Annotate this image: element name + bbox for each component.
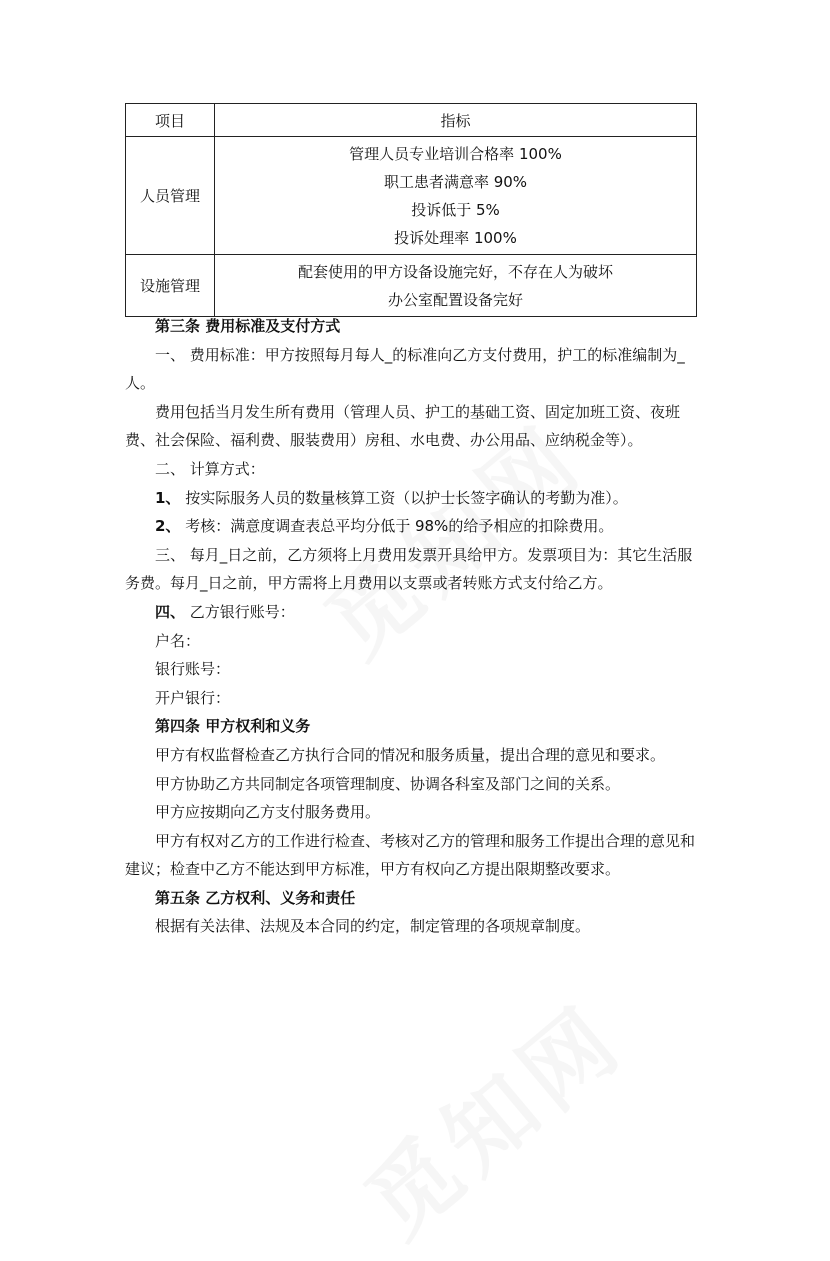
metric-line: 投诉低于 5% [411, 201, 500, 219]
paragraph: 甲方有权监督检查乙方执行合同的情况和服务质量，提出合理的意见和要求。 [155, 745, 666, 764]
paragraph: 甲方有权对乙方的工作进行检查、考核对乙方的管理和服务工作提出合理的意见和建议；检查中乙方不能达到甲方标准，甲方有权向乙方提出限期整改要求。 [125, 831, 696, 879]
metric-line: 投诉处理率 100% [394, 229, 517, 247]
paragraph: 甲方协助乙方共同制定各项管理制度、协调各科室及部门之间的关系。 [155, 774, 621, 793]
paragraph: 三、 每月_日之前，乙方须将上月费用发票开具给甲方。发票项目为：其它生活服务费。每月_日之前，甲方需将上月费用以支票或者转账方式支付给乙方。 [125, 545, 693, 593]
metric-line: 办公室配置设备完好 [387, 291, 523, 309]
account-number-field: 银行账号： [155, 660, 231, 679]
list-text: 乙方银行账号： [185, 602, 295, 621]
bank-field: 开户银行： [155, 688, 231, 707]
account-name-field: 户名： [155, 631, 201, 650]
metric-line: 职工患者满意率 90% [383, 173, 528, 191]
metric-line: 配套使用的甲方设备设施完好，不存在人为破坏 [297, 263, 613, 281]
row-item-personnel: 人员管理 [126, 137, 215, 255]
list-number: 1、 [155, 488, 181, 507]
metric-line: 管理人员专业培训合格率 100% [349, 145, 562, 163]
paragraph: 二、 计算方式： [155, 459, 265, 478]
header-indicator: 指标 [215, 104, 697, 137]
paragraph: 费用包括当月发生所有费用（管理人员、护工的基础工资、固定加班工资、夜班费、社会保险、福利费、服装费用）房租、水电费、办公用品、应纳税金等）。 [125, 402, 681, 450]
paragraph [125, 598, 705, 627]
paragraph [125, 512, 705, 541]
section-title: 第四条 甲方权利和义务 [155, 717, 311, 736]
table-row [126, 137, 697, 255]
contract-body [125, 312, 705, 941]
paragraph: 根据有关法律、法规及本合同的约定，制定管理的各项规章制度。 [155, 917, 591, 936]
indicator-table [125, 103, 697, 317]
row-metrics-personnel [215, 137, 697, 255]
watermark [333, 969, 646, 1261]
paragraph: 甲方应按期向乙方支付服务费用。 [155, 803, 381, 822]
header-item: 项目 [126, 104, 215, 137]
section-title: 第五条 乙方权利、义务和责任 [155, 888, 356, 907]
list-number: 四、 [155, 602, 186, 621]
list-number: 2、 [155, 517, 181, 536]
list-text: 按实际服务人员的数量核算工资（以护士长签字确认的考勤为准）。 [180, 488, 628, 507]
section-title: 第三条 费用标准及支付方式 [155, 317, 341, 335]
table-row [126, 255, 697, 317]
paragraph [125, 484, 705, 513]
row-metrics-facility [215, 255, 697, 317]
table-header-row [126, 104, 697, 137]
row-item-facility: 设施管理 [126, 255, 215, 317]
list-text: 考核：满意度调查表总平均分低于 98%的给予相应的扣除费用。 [180, 517, 614, 536]
paragraph: 一、 费用标准：甲方按照每月每人_的标准向乙方支付费用，护工的标准编制为_人。 [125, 345, 685, 393]
